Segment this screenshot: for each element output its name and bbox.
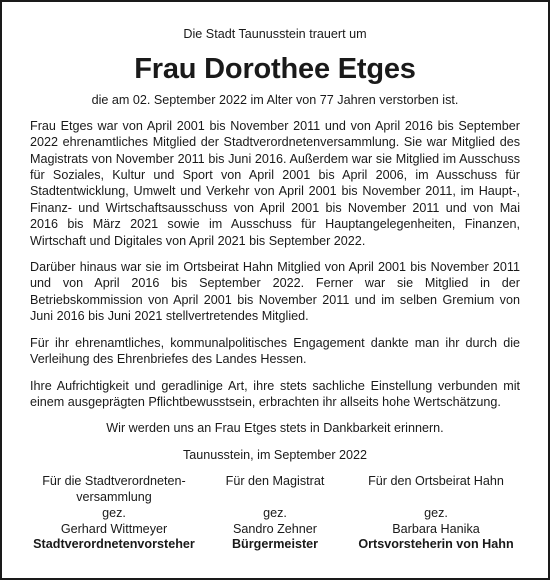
signature-org: Für den Ortsbeirat Hahn xyxy=(368,474,504,489)
signature-person: Gerhard Wittmeyer xyxy=(60,521,168,536)
signature-gez: gez. xyxy=(102,505,126,520)
remembrance-line: Wir werden uns an Frau Etges stets in Dankbarkeit erinnern. xyxy=(106,421,444,436)
place-date: Taunusstein, im September 2022 xyxy=(182,447,368,462)
signature-council xyxy=(30,474,198,553)
signature-magistrat xyxy=(200,474,350,553)
death-line: die am 02. September 2022 im Alter von 77 Jahren verstorben ist. xyxy=(91,93,459,108)
signature-org: Für den Magistrat xyxy=(225,474,325,489)
signature-title: Ortsvorsteherin von Hahn xyxy=(358,537,514,552)
signature-title: Bürgermeister xyxy=(231,537,319,552)
paragraph-appreciation: Ihre Aufrichtigkeit und geradlinige Art, ihre stets sachliche Einstellung verbunden mit einem ausgeprägten Pflichtbewusstsein, erbrachten ihr allseits hohe Wertschätzung. xyxy=(30,378,520,409)
signature-title: Stadtverordnetenvorsteher xyxy=(33,537,195,552)
signature-person: Sandro Zehner xyxy=(232,521,317,536)
paragraph-ortsbeirat: Darüber hinaus war sie im Ortsbeirat Hahn Mitglied von April 2001 bis November 2011 und von April 2016 bis September 2022. Ferner war sie Mitglied in der Betriebskommission von April 2001 bis November 2011 und im selben Gremium von Juni 2016 bis Juni 2021 stellvertretendes Mitglied. xyxy=(30,260,520,324)
signature-org: Für die Stadtverordneten- versammlung xyxy=(42,474,186,504)
signature-gez: gez. xyxy=(263,505,287,520)
signature-block xyxy=(30,474,520,553)
signature-ortsbeirat xyxy=(352,474,520,553)
intro-line: Die Stadt Taunusstein trauert um xyxy=(183,27,367,41)
deceased-name: Frau Dorothee Etges xyxy=(134,53,416,86)
signature-gez: gez. xyxy=(424,505,448,520)
paragraph-honor: Für ihr ehrenamtliches, kommunalpolitisches Engagement dankte man ihr durch die Verleihung des Ehrenbriefes des Landes Hessen. xyxy=(30,335,520,367)
paragraph-career: Frau Etges war von April 2001 bis November 2011 und von April 2016 bis September 2022 ehrenamtliches Mitglied der Stadtverordnetenversammlung. Sie war Mitglied des Magistrats von November 2011 bis Juni 2016. Außerdem war sie Mitglied im Ausschuss für Soziales, Kultur und Sport von April 2001 bis April 2006, im Ausschuss für Stadtentwicklung, Umwelt und Verkehr von April 2001 bis November 2011, im Haupt-, Finanz- und Wirtschaftsausschuss von April 2001 bis November 2011 und von Mai 2016 bis März 2021 sowie im Ausschuss für Hauptangelegenheiten, Finanzen, Wirtschaft und Digitales von April 2021 bis September 2022. xyxy=(30,118,520,248)
signature-person: Barbara Hanika xyxy=(392,521,480,536)
